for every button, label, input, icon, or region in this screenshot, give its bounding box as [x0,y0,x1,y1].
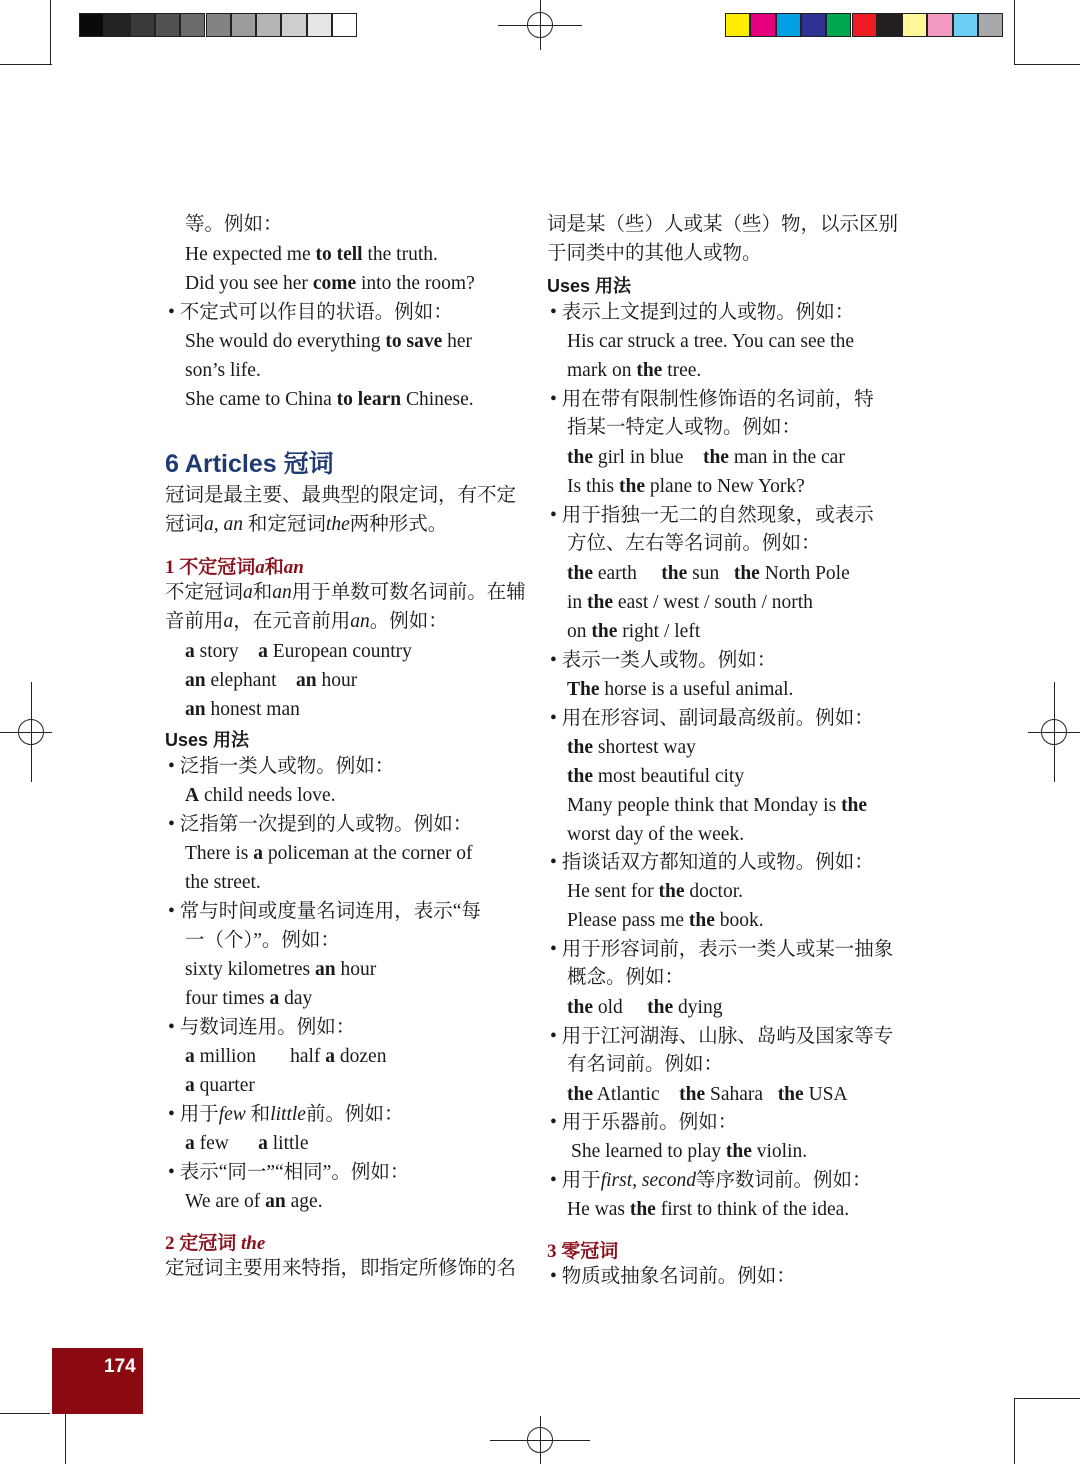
grayscale-swatch [231,13,256,37]
right-ex-book: Please pass me the book. [567,910,764,931]
left-intro-2: 冠词a, an 和定冠词the两种形式。 [165,514,448,535]
process-swatch [877,13,902,37]
left-ex-times: four times a day [185,988,313,1009]
grayscale-swatch [79,13,104,37]
left-bullet-first-mention: • 泛指第一次提到的人或物。例如： [168,814,473,835]
left-example-2: Did you see her come into the room? [185,273,475,294]
left-bullet-few-little: • 用于few 和little前。例如： [168,1104,404,1125]
process-swatch [927,13,952,37]
left-ex-million: a million half a dozen [185,1046,387,1067]
left-ex-age: We are of an age. [185,1191,323,1212]
right-ex-monday-1: Many people think that Monday is the [567,795,868,816]
right-ex-atlantic: the Atlantic the Sahara the USA [567,1084,848,1105]
grayscale-swatch [104,13,129,37]
right-bullet-unique-2: 方位、左右等名词前。例如： [567,533,821,554]
right-bullet-ordinal: • 用于first, second等序数词前。例如： [550,1170,872,1191]
right-ex-earth: the earth the sun the North Pole [567,563,850,584]
process-swatch [953,13,978,37]
right-bullet-restrictive-2: 指某一特定人或物。例如： [567,417,802,438]
left-bullet-same: • 表示“同一”“相同”。例如： [168,1162,410,1183]
process-swatch [852,13,877,37]
right-bullet-superlative: • 用在形容词、副词最高级前。例如： [550,708,874,729]
right-bullet-material: • 物质或抽象名词前。例如： [550,1266,796,1287]
right-bullet-restrictive: • 用在带有限制性修饰语的名词前，特 [550,389,874,410]
process-swatch [978,13,1003,37]
process-swatch [776,13,801,37]
left-bullet-time-2: 一（个）”。例如： [185,930,340,951]
grayscale-swatch [281,13,306,37]
grayscale-swatch [206,13,231,37]
right-bullet-unique: • 用于指独一无二的自然现象，或表示 [550,505,874,526]
left-ex-quarter: a quarter [185,1075,255,1096]
left-ex-few: a few a little [185,1133,309,1154]
left-indef-1: 不定冠词a和an用于单数可数名词前。在辅 [165,582,526,603]
right-ex-car-1: His car struck a tree. You can see the [567,331,854,352]
right-ex-right: on the right / left [567,621,701,642]
right-bullet-class: • 表示一类人或物。例如： [550,650,777,671]
left-bullet-generic: • 泛指一类人或物。例如： [168,756,395,777]
left-ex-policeman-2: the street. [185,872,261,893]
right-ex-car-2: mark on the tree. [567,360,702,381]
grayscale-swatch [155,13,180,37]
right-ex-monday-2: worst day of the week. [567,824,745,845]
right-bullet-known: • 指谈话双方都知道的人或物。例如： [550,852,874,873]
grayscale-swatch [180,13,205,37]
left-example-4: She came to China to learn Chinese. [185,389,474,410]
page-number: 174 [104,1356,136,1377]
section-heading-articles: 6 Articles 冠词 [165,450,334,478]
right-ex-doctor: He sent for the doctor. [567,881,744,902]
right-ex-plane: Is this the plane to New York? [567,476,805,497]
right-ex-old: the old the dying [567,997,723,1018]
right-ex-girl: the girl in blue the man in the car [567,447,845,468]
left-bullet-time: • 常与时间或度量名词连用，表示“每 [168,901,481,922]
right-def-intro-1: 词是某（些）人或某（些）物，以示区别 [547,214,899,235]
left-indef-ex-2: an elephant an hour [185,670,358,691]
process-swatch [725,13,750,37]
left-intro-1: 冠词是最主要、最典型的限定词，有不定 [165,485,517,506]
right-bullet-adjective-2: 概念。例如： [567,967,685,988]
grayscale-swatch [130,13,155,37]
process-swatch [826,13,851,37]
process-swatch [902,13,927,37]
grayscale-swatch [307,13,332,37]
grayscale-swatch [256,13,281,37]
left-ex-km: sixty kilometres an hour [185,959,377,980]
left-indef-ex-3: an honest man [185,699,300,720]
right-ex-violin: She learned to play the violin. [571,1141,808,1162]
subheading-zero-article: 3 零冠词 [547,1241,619,1262]
left-line-1: 等。例如： [185,214,283,235]
right-ex-east: in the east / west / south / north [567,592,813,613]
process-swatch [750,13,775,37]
right-bullet-proper: • 用于江河湖海、山脉、岛屿及国家等专 [550,1026,894,1047]
right-bullet-instrument: • 用于乐器前。例如： [550,1112,738,1133]
right-bullet-mentioned: • 表示上文提到过的人或物。例如： [550,302,855,323]
left-ex-policeman: There is a policeman at the corner of [185,843,473,864]
uses-heading-left: Uses 用法 [165,730,250,750]
right-ex-shortest: the shortest way [567,737,696,758]
left-ex-a-child: A child needs love. [185,785,336,806]
left-indef-ex-1: a story a European country [185,641,412,662]
left-example-1: He expected me to tell the truth. [185,244,438,265]
grayscale-swatch [332,13,357,37]
left-example-3b: son’s life. [185,360,261,381]
left-example-3: She would do everything to save her [185,331,473,352]
uses-heading-right: Uses 用法 [547,276,632,296]
process-swatch [801,13,826,37]
subheading-indefinite-article: 1 不定冠词a和an [165,557,304,578]
right-ex-first: He was the first to think of the idea. [567,1199,850,1220]
left-indef-2: 音前用a，在元音前用an。例如： [165,611,448,632]
subheading-definite-article: 2 定冠词 the [165,1233,266,1254]
left-def-intro: 定冠词主要用来特指，即指定所修饰的名 [165,1258,517,1279]
right-ex-horse: The horse is a useful animal. [567,679,794,700]
right-bullet-adjective: • 用于形容词前，表示一类人或某一抽象 [550,939,894,960]
right-bullet-proper-2: 有名词前。例如： [567,1054,724,1075]
left-bullet-numerals: • 与数词连用。例如： [168,1017,356,1038]
left-bullet-purpose: • 不定式可以作目的状语。例如： [168,302,453,323]
right-def-intro-2: 于同类中的其他人或物。 [547,243,762,264]
right-ex-beautiful: the most beautiful city [567,766,745,787]
